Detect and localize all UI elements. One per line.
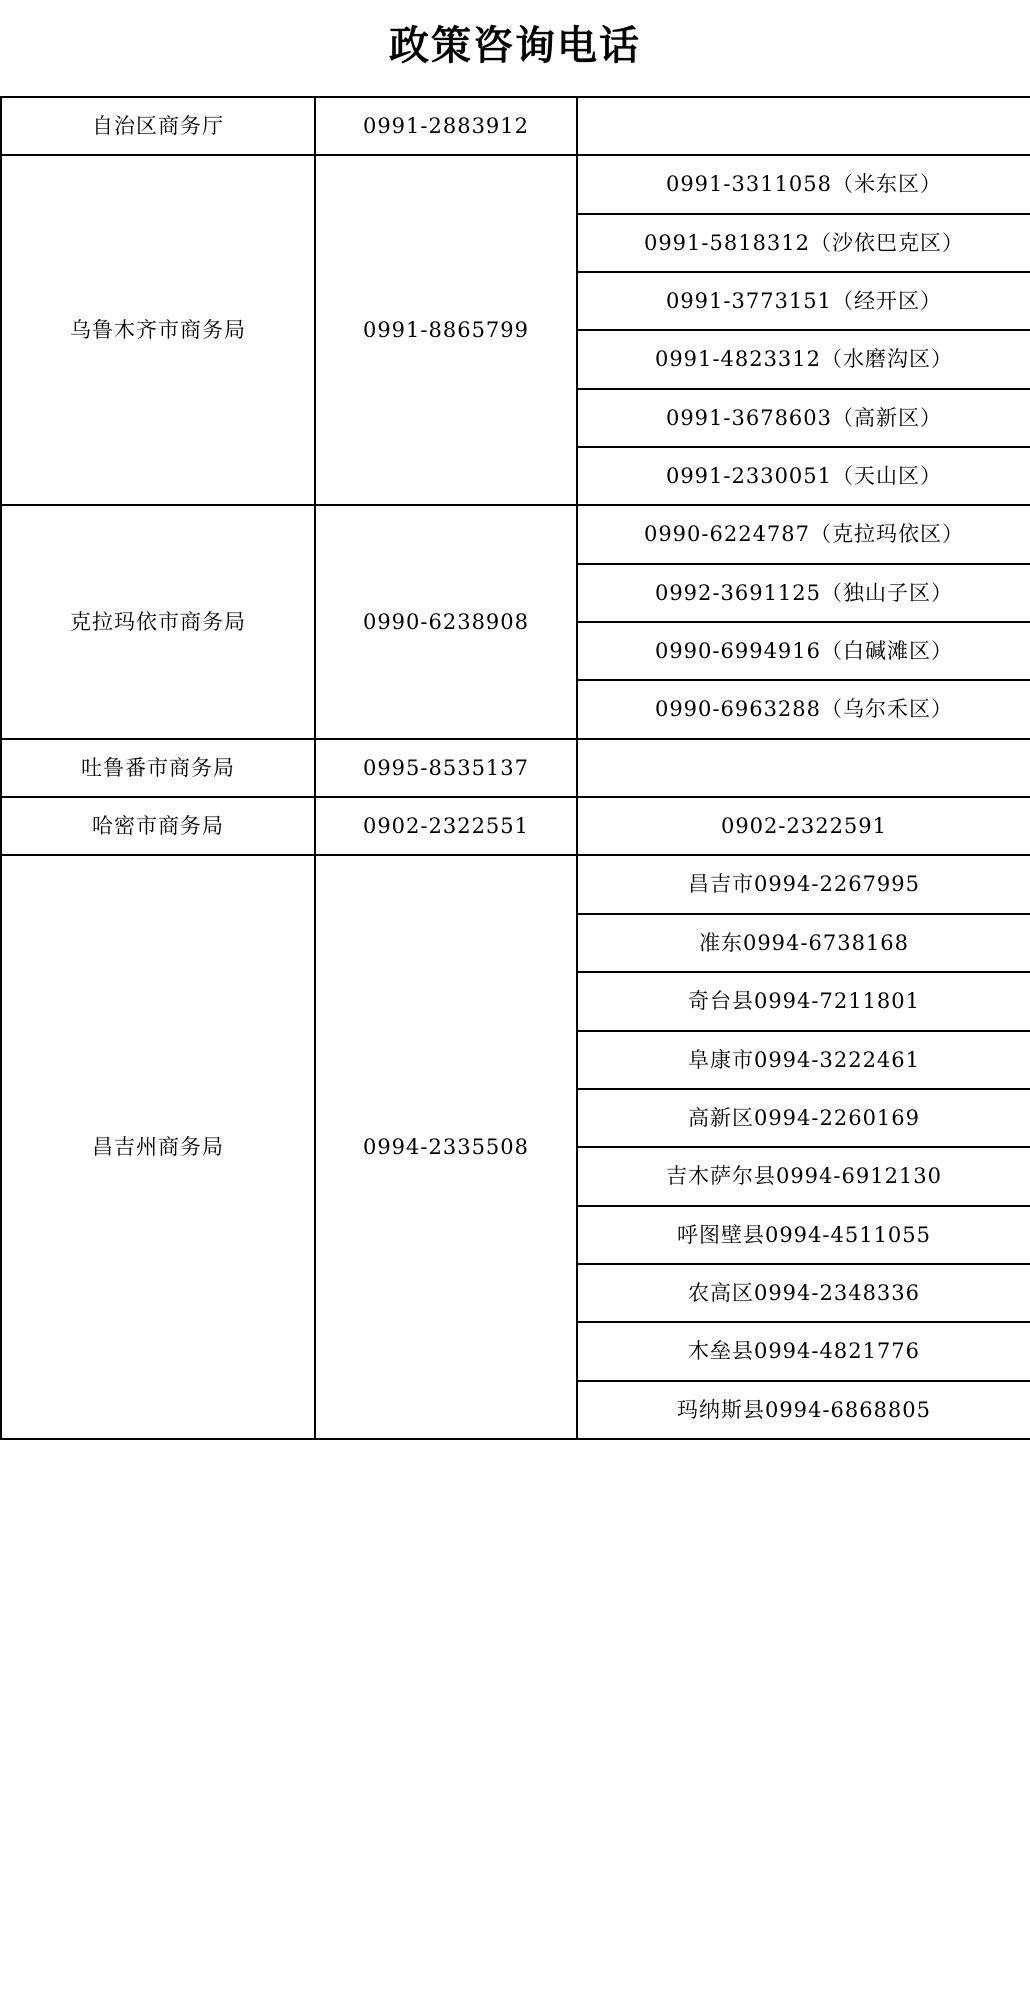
policy-contact-table bbox=[0, 96, 1030, 1440]
main-phone-cell: 0991-2883912 bbox=[315, 97, 577, 155]
sub-phone-cell: 昌吉市0994-2267995 bbox=[577, 855, 1030, 913]
sub-phone-cell: 0992-3691125（独山子区） bbox=[577, 564, 1030, 622]
org-name-cell: 乌鲁木齐市商务局 bbox=[1, 155, 315, 505]
main-phone-cell: 0990-6238908 bbox=[315, 505, 577, 738]
sub-phone-cell: 0990-6963288（乌尔禾区） bbox=[577, 680, 1030, 738]
sub-phone-cell: 农高区0994-2348336 bbox=[577, 1264, 1030, 1322]
sub-phone-cell: 0991-3311058（米东区） bbox=[577, 155, 1030, 213]
table-row bbox=[1, 855, 1030, 913]
sub-phone-cell: 0991-5818312（沙依巴克区） bbox=[577, 214, 1030, 272]
sub-phone-cell: 准东0994-6738168 bbox=[577, 914, 1030, 972]
table-row bbox=[1, 739, 1030, 797]
table-body bbox=[1, 97, 1030, 1439]
org-name-cell: 克拉玛依市商务局 bbox=[1, 505, 315, 738]
main-phone-cell: 0902-2322551 bbox=[315, 797, 577, 855]
sub-phone-cell: 0902-2322591 bbox=[577, 797, 1030, 855]
main-phone-cell: 0995-8535137 bbox=[315, 739, 577, 797]
sub-phone-cell: 奇台县0994-7211801 bbox=[577, 972, 1030, 1030]
table-row bbox=[1, 797, 1030, 855]
sub-phone-cell: 阜康市0994-3222461 bbox=[577, 1031, 1030, 1089]
org-name-cell: 哈密市商务局 bbox=[1, 797, 315, 855]
table-row bbox=[1, 97, 1030, 155]
sub-phone-cell: 0991-3678603（高新区） bbox=[577, 389, 1030, 447]
sub-phone-cell: 吉木萨尔县0994-6912130 bbox=[577, 1147, 1030, 1205]
sub-phone-cell: 高新区0994-2260169 bbox=[577, 1089, 1030, 1147]
main-phone-cell: 0991-8865799 bbox=[315, 155, 577, 505]
document-page bbox=[0, 22, 1030, 1440]
sub-phone-cell: 0991-2330051（天山区） bbox=[577, 447, 1030, 505]
table-row bbox=[1, 155, 1030, 213]
sub-phone-cell: 木垒县0994-4821776 bbox=[577, 1322, 1030, 1380]
page-title: 政策咨询电话 bbox=[389, 22, 641, 69]
sub-phone-cell: 0990-6224787（克拉玛依区） bbox=[577, 505, 1030, 563]
sub-phone-cell-empty bbox=[577, 97, 1030, 155]
table-row bbox=[1, 505, 1030, 563]
main-phone-cell: 0994-2335508 bbox=[315, 855, 577, 1438]
sub-phone-cell-empty bbox=[577, 739, 1030, 797]
sub-phone-cell: 玛纳斯县0994-6868805 bbox=[577, 1381, 1030, 1439]
org-name-cell: 吐鲁番市商务局 bbox=[1, 739, 315, 797]
org-name-cell: 昌吉州商务局 bbox=[1, 855, 315, 1438]
org-name-cell: 自治区商务厅 bbox=[1, 97, 315, 155]
sub-phone-cell: 0991-3773151（经开区） bbox=[577, 272, 1030, 330]
sub-phone-cell: 呼图壁县0994-4511055 bbox=[577, 1206, 1030, 1264]
sub-phone-cell: 0990-6994916（白碱滩区） bbox=[577, 622, 1030, 680]
sub-phone-cell: 0991-4823312（水磨沟区） bbox=[577, 330, 1030, 388]
